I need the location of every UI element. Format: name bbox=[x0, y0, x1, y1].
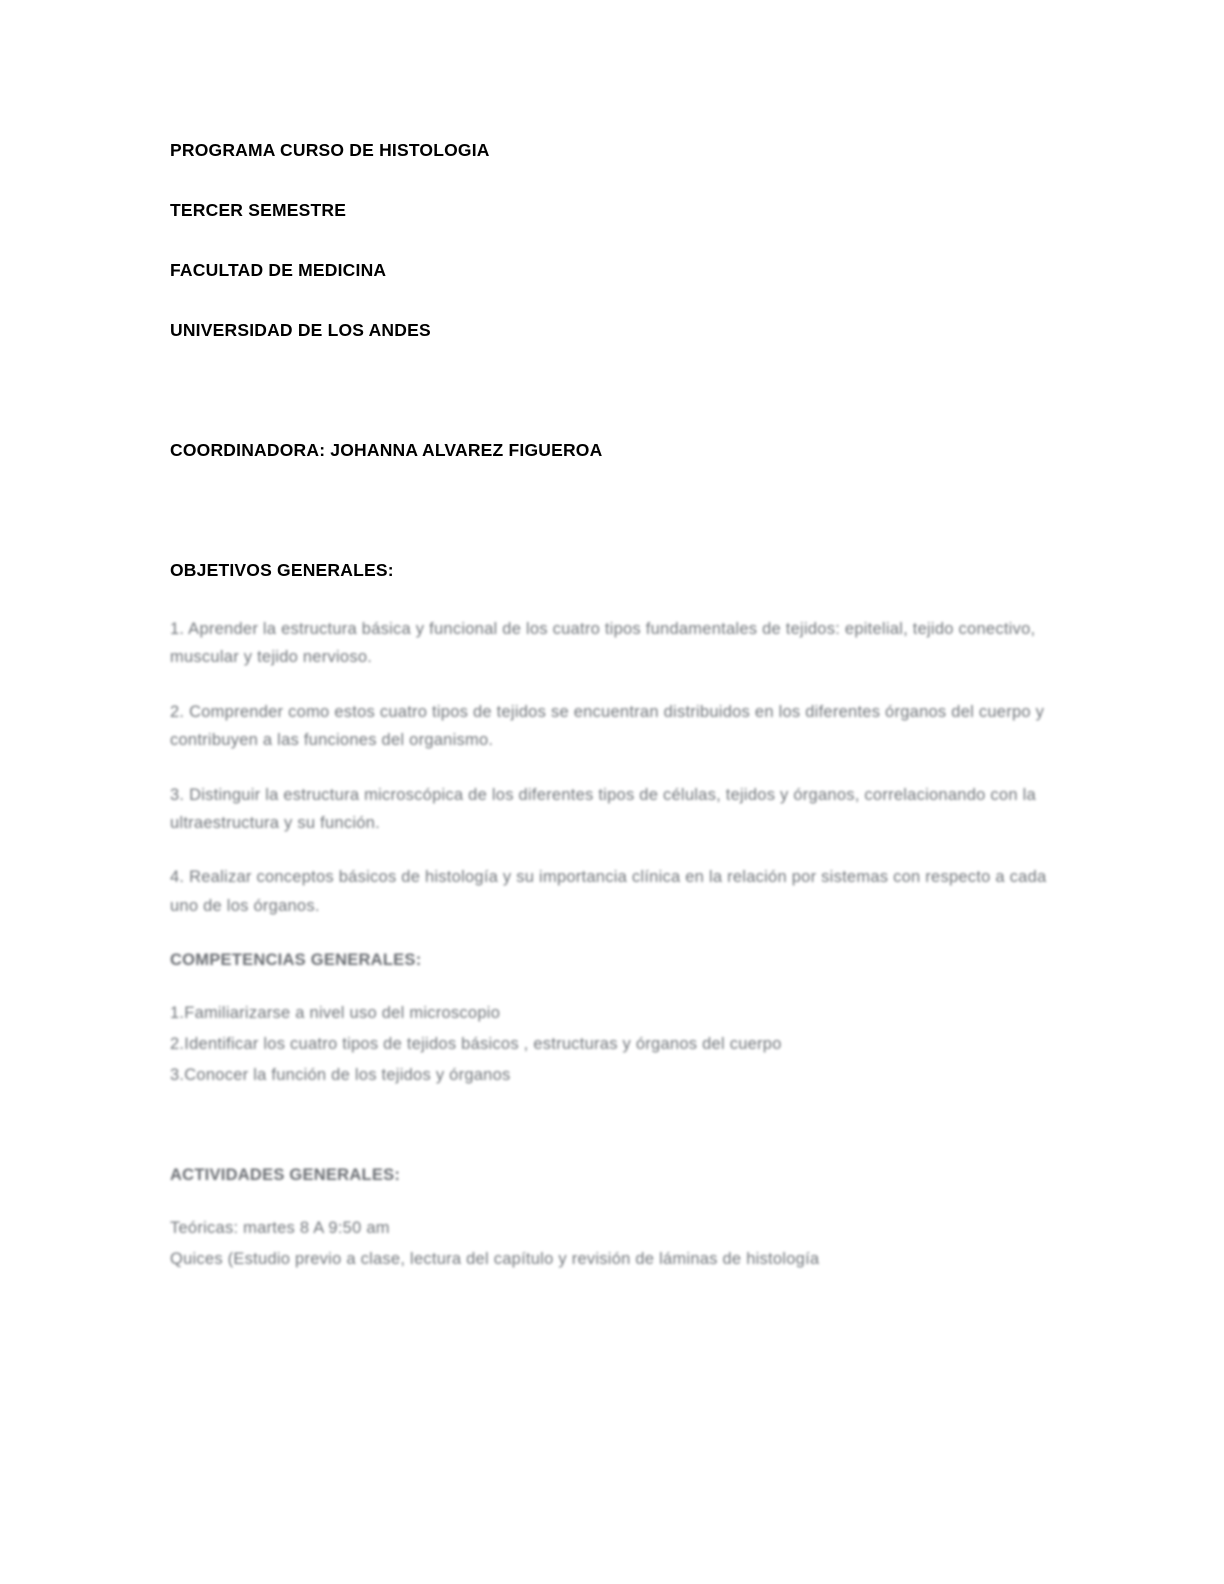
title-line-3: FACULTAD DE MEDICINA bbox=[170, 260, 387, 280]
title-line-1: PROGRAMA CURSO DE HISTOLOGIA bbox=[170, 140, 490, 160]
objectives-heading: OBJETIVOS GENERALES: bbox=[170, 560, 394, 580]
objective-item-3: 3. Distinguir la estructura microscópica de los diferentes tipos de células, tejidos y órganos, correlacionando con la ultraestructura y su función. bbox=[170, 785, 1036, 832]
spacer-after-coordinator bbox=[170, 500, 1050, 560]
coordinator-line: COORDINADORA: JOHANNA ALVAREZ FIGUEROA bbox=[170, 440, 603, 460]
objective-item-4: 4. Realizar conceptos básicos de histología y su importancia clínica en la relación por sistemas con respecto a cada uno de los órganos. bbox=[170, 868, 1047, 915]
activity-item-1: Teóricas: martes 8 A 9:50 am bbox=[170, 1218, 390, 1237]
competency-item-3: 3.Conocer la función de los tejidos y órganos bbox=[170, 1065, 511, 1084]
objective-item-2: 2. Comprender como estos cuatro tipos de tejidos se encuentran distribuidos en los diferentes órganos del cuerpo y contribuyen a las funciones del organismo. bbox=[170, 702, 1045, 750]
objective-item-1: 1. Aprender la estructura básica y funcional de los cuatro tipos fundamentales de tejidos: epitelial, tejido conectivo, muscular y tejido nervioso. bbox=[170, 620, 1036, 667]
activity-item-2: Quices (Estudio previo a clase, lectura del capítulo y revisión de láminas de histología bbox=[170, 1249, 820, 1268]
activities-heading: ACTIVIDADES GENERALES: bbox=[170, 1165, 401, 1184]
competency-item-2: 2.Identificar los cuatro tipos de tejidos básicos , estructuras y órganos del cuerpo bbox=[170, 1035, 782, 1054]
title-line-2: TERCER SEMESTRE bbox=[170, 200, 347, 220]
spacer-after-titles bbox=[170, 380, 1050, 440]
competency-item-1: 1.Familiarizarse a nivel uso del microscopio bbox=[170, 1004, 501, 1023]
title-line-4: UNIVERSIDAD DE LOS ANDES bbox=[170, 320, 431, 340]
document-body bbox=[170, 140, 1050, 1276]
competencies-heading: COMPETENCIAS GENERALES: bbox=[170, 951, 422, 969]
